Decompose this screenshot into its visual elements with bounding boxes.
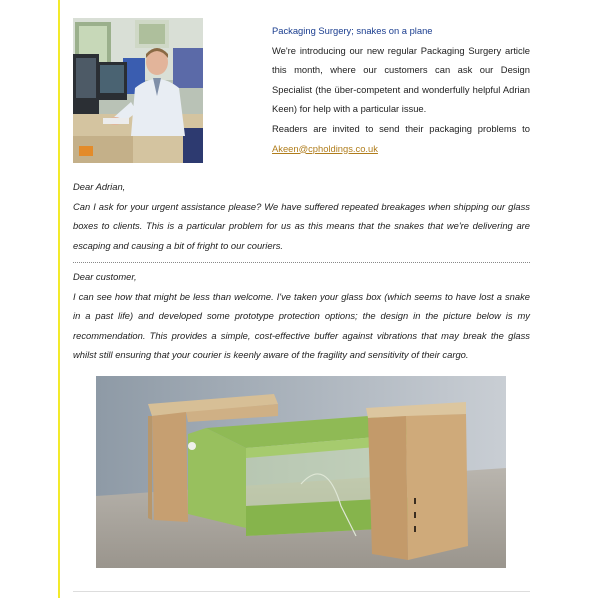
dotted-divider	[73, 262, 530, 263]
answer-greeting: Dear customer,	[73, 271, 137, 282]
intro-block	[272, 21, 530, 158]
intro-invite	[272, 119, 530, 158]
question-block	[73, 177, 530, 255]
invite-text: Readers are invited to send their packaging problems to	[272, 122, 530, 134]
question-body: Can I ask for your urgent assistance please? We have suffered repeated breakages when shipping our glass boxes to clients. This is a particular problem for us as this means that the snakes that we're delivering are escaping and causing a bit of fright to our couriers.	[73, 200, 530, 251]
question-greeting: Dear Adrian,	[73, 181, 126, 192]
email-link[interactable]: Akeen@cpholdings.co.uk	[272, 142, 378, 154]
left-margin-rule	[58, 0, 60, 598]
answer-block	[73, 267, 530, 365]
bottom-rule	[73, 591, 530, 592]
article-title: Packaging Surgery; snakes on a plane	[272, 25, 433, 36]
product-photo	[96, 376, 506, 568]
intro-paragraph: We're introducing our new regular Packaging Surgery article this month, where our customers can ask our Design Specialist (the über-competent and wonderfully helpful Adrian Keen) for help with a particular issue.	[272, 44, 530, 115]
answer-body: I can see how that might be less than welcome. I've taken your glass box (which seems to have lost a snake in a past life) and developed some prototype protection options; the design in the picture below is my recommendation. This provides a simple, cost-effective buffer against vibrations that may break the glass whilst still ensuring that your courier is keenly aware of the fragility and sensitivity of their cargo.	[73, 290, 530, 361]
designer-photo	[73, 18, 203, 163]
